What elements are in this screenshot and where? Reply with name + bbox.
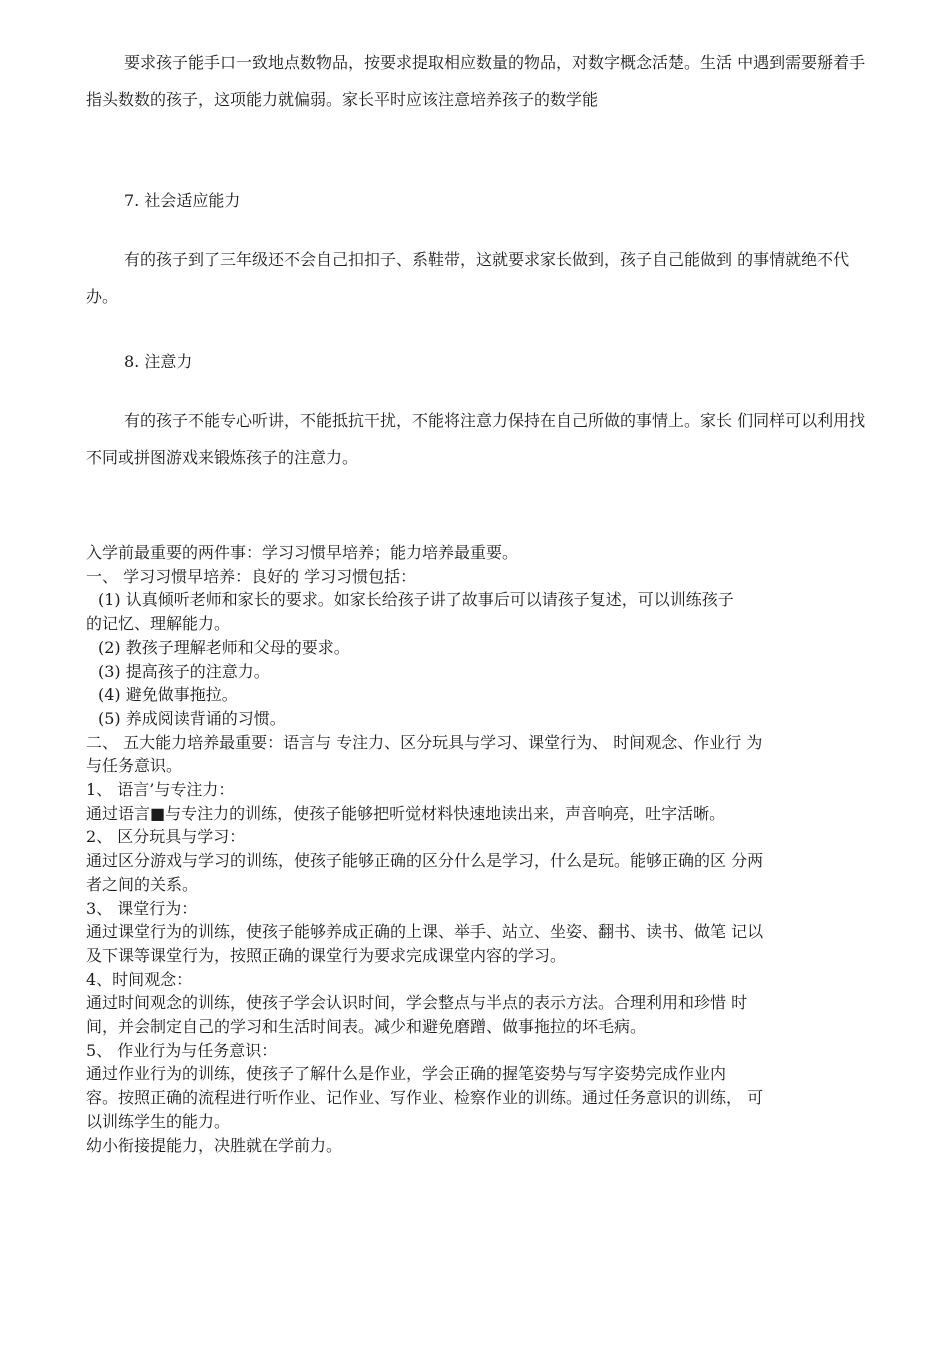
text-line: 容。按照正确的流程进行听作业、记作业、写作业、检察作业的训练。通过任务意识的训练， 可 [86, 1088, 764, 1108]
list-item: (1) 认真倾听老师和家长的要求。如家长给孩子讲了故事后可以请孩子复述，可以训练孩子 [98, 590, 734, 610]
list-item: (5) 养成阅读背诵的习惯。 [98, 708, 286, 728]
text-line: 3、 课堂行为： [86, 898, 198, 918]
text-line: 通过作业行为的训练，使孩子了解什么是作业，学会正确的握笔姿势与写字姿势完成作业内 [86, 1064, 727, 1084]
text-line: 以训练学生的能力。 [86, 1111, 231, 1131]
text-line: 一、 学习习惯早培养：良好的 学习习惯包括： [86, 566, 417, 586]
text-line: 2、 区分玩具与学习： [86, 827, 246, 847]
text-line: 通过语言■与专注力的训练，使孩子能够把听觉材料快速地读出来，声音响亮，吐字活晰。 [86, 803, 726, 823]
text-line: 与任务意识。 [86, 756, 183, 776]
text-line: 5、 作业行为与任务意识： [86, 1040, 278, 1060]
text-line: 幼小衔接提能力，决胜就在学前力。 [86, 1135, 343, 1155]
text-line: 通过课堂行为的训练，使孩子能够养成正确的上课、举手、站立、坐姿、翻书、读书、做笔 记以 [86, 922, 764, 942]
list-item: (4) 避免做事拖拉。 [98, 685, 238, 705]
text-line: 1、 语言’与专注力： [86, 780, 235, 800]
text-line: 4、时间观念： [86, 969, 193, 989]
paragraph-math-ability: 要求孩子能手口一致地点数物品，按要求提取相应数量的物品，对数字概念活楚。生活 中遇到需要掰着手指头数数的孩子，这项能力就偏弱。家长平时应该注意培养孩子的数学能 [86, 53, 866, 109]
text-line: 二、 五大能力培养最重要：语言与 专注力、区分玩具与学习、课堂行为、 时间观念、作业行 为 [86, 732, 763, 752]
list-item: (2) 教孩子理解老师和父母的要求。 [98, 637, 350, 657]
paragraph-social-adaptation: 有的孩子到了三年级还不会自己扣扣子、系鞋带，这就要求家长做到，孩子自己能做到 的事情就绝不代办。 [86, 250, 850, 306]
text-line: 通过时间观念的训练，使孩子学会认识时间，学会整点与半点的表示方法。合理利用和珍惜 时 [86, 993, 748, 1013]
text-line: 的记忆、理解能力。 [86, 614, 231, 634]
text-line: 者之间的关系。 [86, 874, 199, 894]
school-prep-section [86, 541, 866, 1157]
text-line: 入学前最重要的两件事：学习习惯早培养；能力培养最重要。 [86, 543, 519, 562]
text-line: 通过区分游戏与学习的训练，使孩子能够正确的区分什么是学习，什么是玩。能够正确的区 分两 [86, 851, 764, 871]
text-line: 间，并会制定自己的学习和生活时间表。减少和避免磨蹭、做事拖拉的坏毛病。 [86, 1017, 647, 1037]
heading-attention: 8. 注意力 [124, 352, 193, 371]
text-line: 及下课等课堂行为，按照正确的课堂行为要求完成课堂内容的学习。 [86, 945, 567, 965]
heading-social-adaptation: 7. 社会适应能力 [124, 191, 241, 210]
paragraph-attention: 有的孩子不能专心听讲，不能抵抗干扰，不能将注意力保持在自己所做的事情上。家长 们同样可以利用找不同或拼图游戏来锻炼孩子的注意力。 [86, 411, 866, 467]
list-item: (3) 提高孩子的注意力。 [98, 661, 270, 681]
